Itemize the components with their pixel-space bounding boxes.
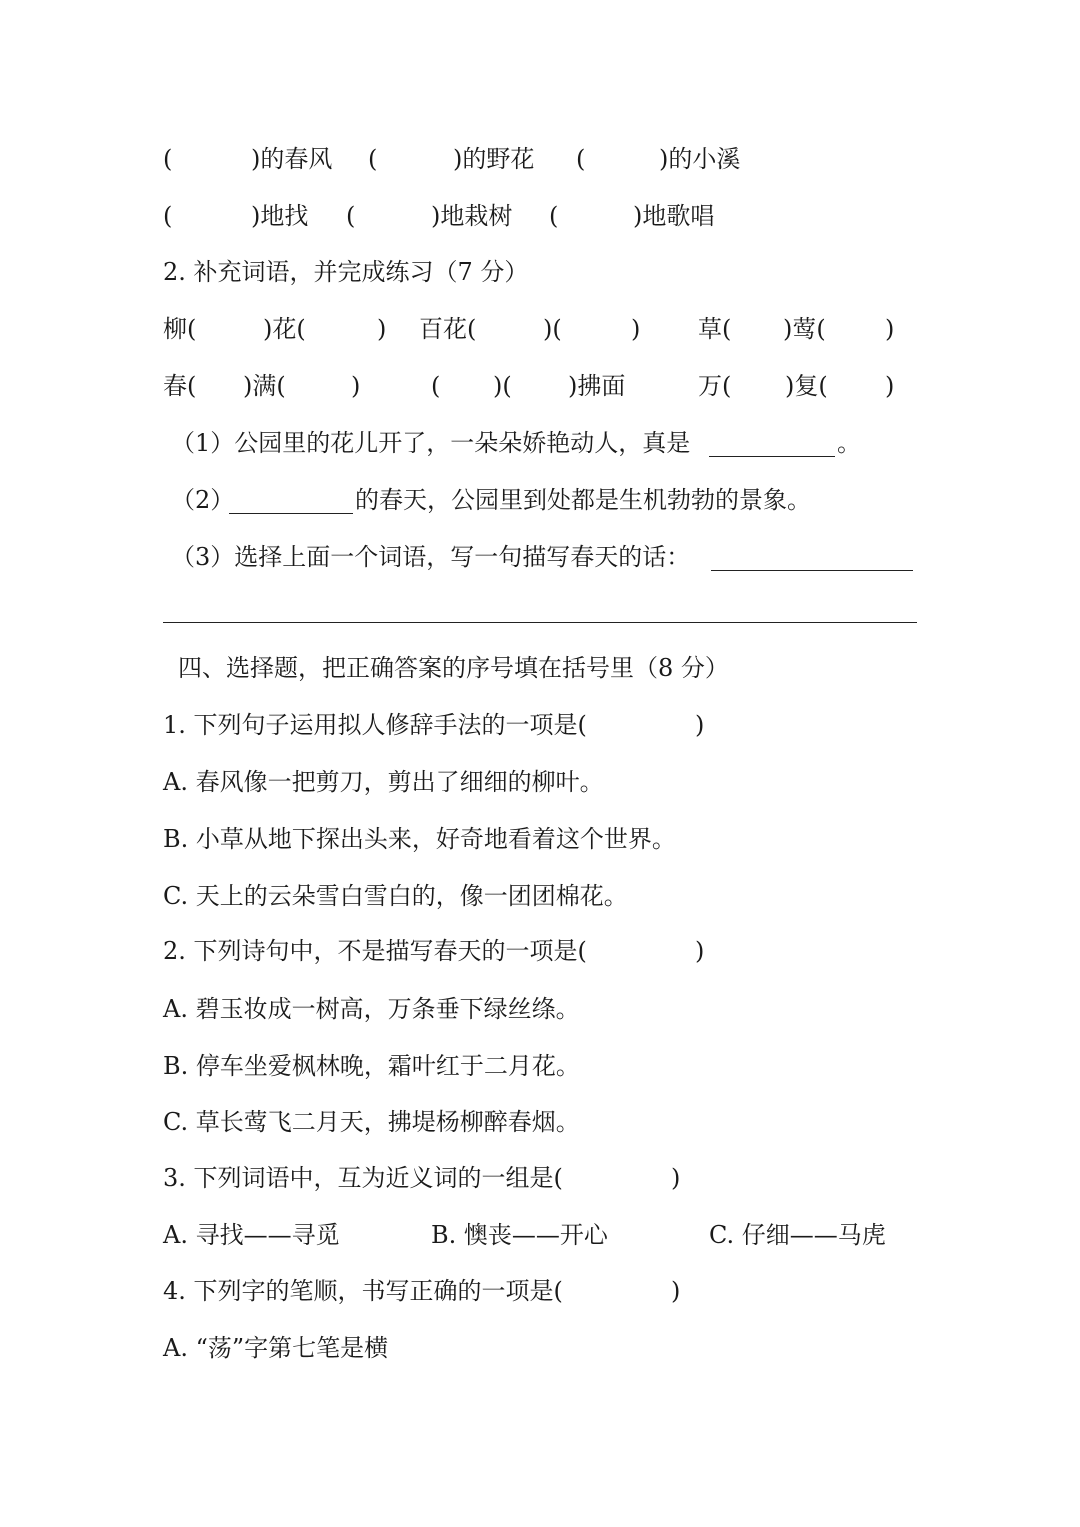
idiom-fragment: ) [377, 315, 387, 343]
option: C. 仔细——马虎 [709, 1221, 886, 1249]
idiom-fragment: ) [631, 315, 641, 343]
option: A. 碧玉妆成一树高，万条垂下绿丝绦。 [163, 995, 580, 1023]
subquestion-text: （3）选择上面一个词语，写一句描写春天的话： [171, 543, 691, 571]
option: B. 懊丧——开心 [431, 1221, 608, 1249]
idiom-fragment: )花( [263, 315, 306, 343]
idiom-fragment: ( [431, 372, 441, 400]
open-paren: ( [163, 202, 173, 230]
open-paren: ( [576, 145, 586, 173]
idiom-fragment: )满( [243, 372, 286, 400]
subquestion-3 [163, 537, 691, 577]
subquestion-text: 的春天，公园里到处都是生机勃勃的景象。 [355, 486, 811, 514]
mc-question-2 [163, 931, 705, 971]
option: B. 停车坐爱枫林晚，霜叶红于二月花。 [163, 1052, 580, 1080]
answer-line[interactable] [163, 622, 917, 623]
idiom-row-1 [163, 309, 895, 349]
phrase-label: )地找 [251, 202, 309, 230]
idiom-fragment: 万( [698, 372, 732, 400]
idiom-row-2 [163, 366, 895, 406]
idiom-fragment: ) [885, 372, 895, 400]
subquestion-1 [163, 423, 861, 463]
question-stem: 3. 下列词语中，互为近义词的一组是( [163, 1164, 563, 1192]
open-paren: ( [368, 145, 378, 173]
phrase-label: )地歌唱 [633, 202, 715, 230]
idiom-fragment: ) [351, 372, 361, 400]
idiom-fragment: )( [543, 315, 562, 343]
sentence-end: 。 [837, 429, 861, 457]
blank-row-2 [163, 196, 715, 236]
idiom-fragment: )拂面 [568, 372, 626, 400]
subquestion-2 [163, 480, 811, 520]
phrase-label: )的小溪 [659, 145, 741, 173]
open-paren: ( [163, 145, 173, 173]
answer-paren-close: ) [695, 711, 705, 739]
option: B. 小草从地下探出头来，好奇地看着这个世界。 [163, 825, 676, 853]
section-4-title: 四、选择题，把正确答案的序号填在括号里（8 分） [178, 654, 729, 682]
question-stem: 1. 下列句子运用拟人修辞手法的一项是( [163, 711, 587, 739]
option: A. 春风像一把剪刀，剪出了细细的柳叶。 [163, 768, 604, 796]
answer-blank[interactable] [711, 570, 913, 571]
open-paren: ( [346, 202, 356, 230]
idiom-fragment: )复( [785, 372, 828, 400]
idiom-fragment: )莺( [783, 315, 826, 343]
answer-paren-close: ) [695, 937, 705, 965]
phrase-label: )地栽树 [431, 202, 513, 230]
mc-question-4 [163, 1271, 681, 1311]
idiom-fragment: ) [885, 315, 895, 343]
question-2-title: 2. 补充词语，并完成练习（7 分） [163, 258, 529, 286]
question-stem: 4. 下列字的笔顺，书写正确的一项是( [163, 1277, 563, 1305]
phrase-label: )的野花 [453, 145, 535, 173]
option: A. 寻找——寻觅 [163, 1221, 340, 1249]
answer-blank[interactable] [709, 456, 835, 457]
answer-paren-close: ) [671, 1277, 681, 1305]
idiom-fragment: 春( [163, 372, 197, 400]
idiom-fragment: 百花( [419, 315, 477, 343]
phrase-label: )的春风 [251, 145, 333, 173]
subquestion-number: （2） [171, 486, 235, 514]
option: C. 草长莺飞二月天，拂堤杨柳醉春烟。 [163, 1108, 580, 1136]
idiom-fragment: 草( [698, 315, 732, 343]
idiom-fragment: )( [493, 372, 512, 400]
mc-question-3 [163, 1158, 681, 1198]
answer-paren-close: ) [671, 1164, 681, 1192]
option: C. 天上的云朵雪白雪白的，像一团团棉花。 [163, 882, 628, 910]
mc-question-1 [163, 705, 705, 745]
open-paren: ( [549, 202, 559, 230]
answer-blank[interactable] [229, 513, 353, 514]
idiom-fragment: 柳( [163, 315, 197, 343]
subquestion-text: （1）公园里的花儿开了，一朵朵娇艳动人，真是 [171, 429, 691, 457]
blank-row-1 [163, 139, 741, 179]
option-row [163, 1215, 886, 1255]
question-stem: 2. 下列诗句中，不是描写春天的一项是( [163, 937, 587, 965]
option: A. “荡”字第七笔是横 [163, 1334, 389, 1362]
